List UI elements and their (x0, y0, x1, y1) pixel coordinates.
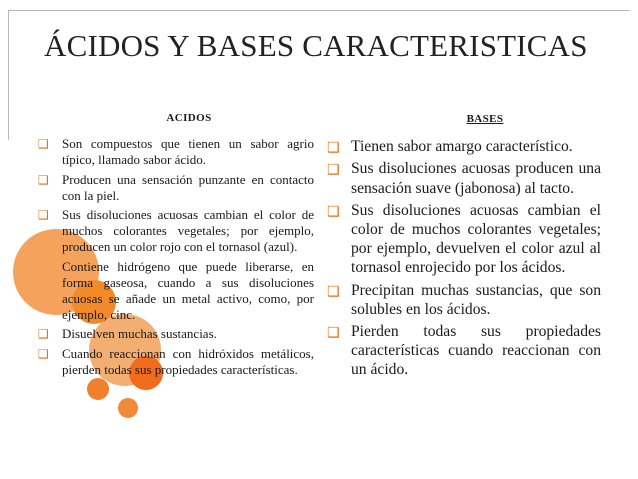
square-bullet-icon: ❑ (38, 346, 49, 361)
list-item-text: Cuando reaccionan con hidróxidos metálicos, pierden todas sus propiedades características. (62, 345, 314, 377)
bases-column (327, 110, 601, 383)
left-border-line (8, 10, 9, 140)
square-bullet-icon: ❑ (327, 162, 340, 179)
square-bullet-icon: ❑ (327, 140, 340, 157)
list-item-text: Sus disoluciones acuosas cambian el color de muchos colorantes vegetales; por ejemplo, devuelven el color azul al tornasol enrojecido por los ácidos. (351, 201, 601, 277)
square-bullet-icon: ❑ (327, 325, 340, 342)
acidos-list (38, 136, 314, 378)
list-item-text: Pierden todas sus propiedades características cuando reaccionan con un ácido. (351, 323, 601, 379)
list-item (327, 201, 601, 278)
list-item (327, 281, 601, 319)
square-bullet-icon: ❑ (38, 327, 49, 342)
list-item (38, 136, 314, 168)
list-item (38, 326, 314, 342)
list-item-text: Contiene hidrógeno que puede liberarse, en forma gaseosa, cuando a sus disoluciones acuosas se añade un metal activo, como, por ejemplo, cinc. (62, 258, 314, 323)
list-item-text: Son compuestos que tienen un sabor agrio típico, llamado sabor ácido. (62, 136, 314, 168)
list-item-text: Disuelven muchas sustancias. (62, 326, 217, 342)
bases-heading: BASES (466, 113, 504, 125)
slide-title: ÁCIDOS Y BASES CARACTERISTICAS (44, 28, 588, 63)
list-item (327, 322, 601, 380)
list-item (38, 346, 314, 378)
square-bullet-icon: ❑ (38, 208, 49, 223)
square-bullet-icon: ❑ (327, 203, 340, 220)
list-item-text: Sus disoluciones acuosas cambian el color de muchos colorantes vegetales; por ejemplo, producen un color rojo con el tornasol (azul). (62, 207, 314, 255)
list-item-text: Producen una sensación punzante en contacto con la piel. (62, 171, 314, 203)
list-item (38, 259, 314, 324)
square-bullet-icon: ❑ (327, 283, 340, 300)
list-item-text: Tienen sabor amargo característico. (351, 138, 573, 156)
decorative-circle (118, 398, 138, 418)
list-item (38, 207, 314, 256)
bases-list (327, 137, 601, 379)
list-item (327, 137, 601, 156)
list-item (38, 172, 314, 204)
list-item (327, 159, 601, 197)
list-item-text: Precipitan muchas sustancias, que son solubles en los ácidos. (351, 281, 601, 318)
acidos-column (38, 110, 314, 381)
square-bullet-icon: ❑ (38, 172, 49, 187)
acidos-heading: ACIDOS (166, 112, 212, 124)
top-border-line (8, 10, 630, 11)
square-bullet-icon: ❑ (38, 137, 49, 152)
decorative-circle (87, 378, 109, 400)
list-item-text: Sus disoluciones acuosas producen una sensación suave (jabonosa) al tacto. (351, 160, 601, 197)
